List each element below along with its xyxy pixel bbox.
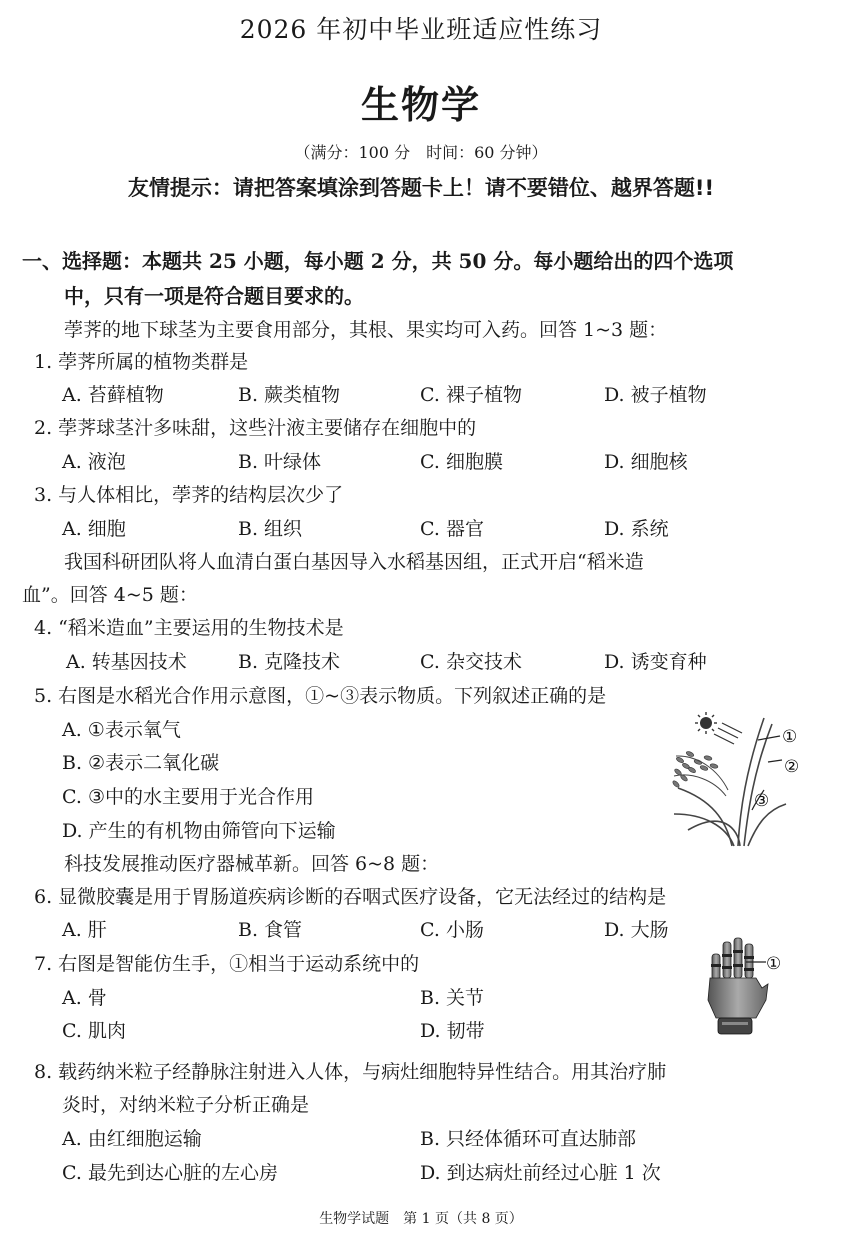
question-1-stem: 1. 荸荠所属的植物类群是	[34, 351, 249, 373]
exam-meta: （满分：100 分 时间：60 分钟）	[294, 143, 548, 162]
question-3-stem: 3. 与人体相比，荸荠的结构层次少了	[34, 484, 344, 506]
figure-label-3: ③	[754, 791, 770, 811]
figure-label-2: ②	[784, 757, 800, 777]
question-4-option-c: C. 杂交技术	[420, 651, 522, 673]
page-footer: 生物学试题 第 1 页（共 8 页）	[319, 1211, 523, 1227]
exam-title: 2026 年初中毕业班适应性练习	[239, 15, 603, 44]
question-7-option-b: B. 关节	[420, 987, 485, 1009]
question-3-option-a: A. 细胞	[62, 518, 126, 540]
question-2-option-d: D. 细胞核	[604, 451, 688, 473]
question-3-option-b: B. 组织	[238, 518, 303, 540]
intro-1-3: 荸荠的地下球茎为主要食用部分，其根、果实均可入药。回答 1~3 题：	[64, 319, 668, 341]
rice-plant	[674, 718, 786, 846]
question-7-option-c: C. 肌肉	[62, 1020, 126, 1042]
question-7-stem: 7. 右图是智能仿生手，①相当于运动系统中的	[34, 953, 420, 975]
question-1-option-d: D. 被子植物	[604, 384, 707, 406]
question-2-stem: 2. 荸荠球茎汁多味甜，这些汁液主要储存在细胞中的	[34, 417, 477, 439]
question-8-option-c: C. 最先到达心脏的左心房	[62, 1162, 278, 1184]
question-3-option-c: C. 器官	[420, 518, 484, 540]
bionic-hand-label-1: ①	[766, 954, 782, 974]
rice-photosynthesis-figure	[668, 710, 808, 848]
question-3-option-d: D. 系统	[604, 518, 669, 540]
intro-4-5-line2: 血”。回答 4~5 题：	[22, 584, 198, 606]
question-1-option-b: B. 蕨类植物	[238, 384, 341, 406]
bionic-wrist	[718, 1018, 752, 1034]
light-arrows	[714, 723, 742, 744]
bionic-hand-figure	[696, 934, 808, 1038]
question-5-option-c: C. ③中的水主要用于光合作用	[62, 786, 314, 808]
question-7-option-a: A. 骨	[62, 987, 107, 1009]
question-7-option-d: D. 韧带	[420, 1020, 485, 1042]
question-4-option-b: B. 克隆技术	[238, 651, 341, 673]
question-5-option-b: B. ②表示二氧化碳	[62, 752, 220, 774]
question-4-stem: 4. “稻米造血”主要运用的生物技术是	[34, 617, 344, 639]
section-heading-line2: 中，只有一项是符合题目要求的。	[64, 284, 364, 308]
question-1-option-a: A. 苔藓植物	[62, 384, 164, 406]
question-6-stem: 6. 显微胶囊是用于胃肠道疾病诊断的吞咽式医疗设备，它无法经过的结构是	[34, 886, 667, 908]
intro-6-8: 科技发展推动医疗器械革新。回答 6~8 题：	[64, 853, 440, 875]
question-1-option-c: C. 裸子植物	[420, 384, 522, 406]
question-6-option-b: B. 食管	[238, 919, 303, 941]
figure-label-1: ①	[782, 727, 798, 747]
bionic-palm	[708, 978, 768, 1018]
subject-title: 生物学	[360, 83, 481, 127]
question-4-option-d: D. 诱变育种	[604, 651, 707, 673]
question-2-option-b: B. 叶绿体	[238, 451, 322, 473]
section-heading-line1: 一、选择题：本题共 25 小题，每小题 2 分，共 50 分。每小题给出的四个选项	[22, 249, 734, 273]
question-5-option-d: D. 产生的有机物由筛管向下运输	[62, 820, 336, 842]
question-2-option-c: C. 细胞膜	[420, 451, 503, 473]
question-5-option-a: A. ①表示氧气	[62, 719, 181, 741]
question-8-stem-line1: 8. 载药纳米粒子经静脉注射进入人体，与病灶细胞特异性结合。用其治疗肺	[34, 1061, 667, 1083]
question-5-stem: 5. 右图是水稻光合作用示意图，①~③表示物质。下列叙述正确的是	[34, 685, 607, 707]
question-8-option-b: B. 只经体循环可直达肺部	[420, 1128, 637, 1150]
question-8-option-d: D. 到达病灶前经过心脏 1 次	[420, 1162, 661, 1184]
question-8-option-a: A. 由红细胞运输	[62, 1128, 202, 1150]
question-8-stem-line2: 炎时，对纳米粒子分析正确是	[62, 1094, 310, 1116]
intro-4-5-line1: 我国科研团队将人血清白蛋白基因导入水稻基因组，正式开启“稻米造	[64, 551, 644, 573]
question-4-option-a: A. 转基因技术	[66, 651, 187, 673]
question-6-option-c: C. 小肠	[420, 919, 484, 941]
question-2-option-a: A. 液泡	[62, 451, 126, 473]
friendly-notice: 友情提示：请把答案填涂到答题卡上！请不要错位、越界答题!!	[127, 176, 715, 200]
sun-icon	[695, 712, 717, 734]
question-6-option-d: D. 大肠	[604, 919, 669, 941]
question-6-option-a: A. 肝	[62, 919, 107, 941]
